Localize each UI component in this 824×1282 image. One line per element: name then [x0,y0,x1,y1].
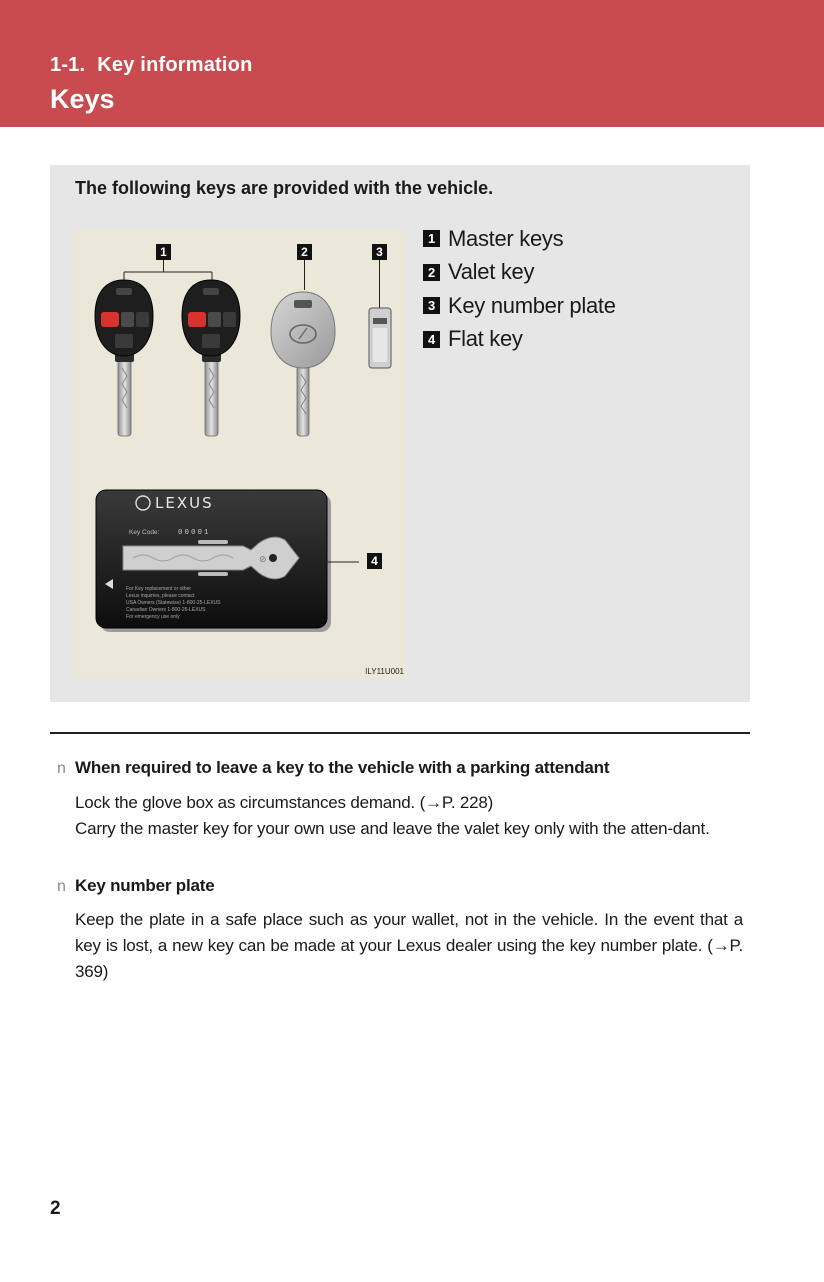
key-plate-card [96,490,331,632]
legend-number: 3 [423,297,440,314]
svg-text:For emergency use only: For emergency use only [126,614,180,620]
svg-text:1: 1 [160,245,167,259]
svg-text:00001: 00001 [178,529,211,537]
keys-drawing [73,228,406,678]
legend-number: 1 [423,230,440,247]
bullet-icon: n [57,878,66,895]
svg-text:Canadian Owners 1-800-: Canadian Owners 1-800-26-LEXUS [126,607,206,613]
legend-item [423,323,616,357]
figure-code: ILY11U001 [365,667,404,676]
page-title: Keys [50,84,115,114]
section-divider [50,732,750,734]
legend-number: 2 [423,264,440,281]
note-body-key-number-plate [75,907,743,985]
svg-text:LEXUS: LEXUS [155,494,214,512]
note-body-parking-attendant [75,790,743,842]
key-number-plate-tag [369,308,391,368]
intro-text: The following keys are provided with the vehicle. [75,178,494,198]
note-line: Keep the plate in a safe place such as your wallet, not in the vehicle. In the event that a key is lost, a new key can be made at your Lexus dealer using the key number plate. (→P. 369) [75,910,743,981]
master-key-right [182,280,240,436]
bullet-icon: n [57,760,66,777]
key-legend [423,222,616,356]
svg-text:3: 3 [376,245,383,259]
section-title: Key information [97,54,253,76]
valet-key [271,292,335,436]
chapter-header [0,0,824,127]
svg-text:Key Code:: Key Code: [129,529,160,536]
note-line: Lock the glove box as circumstances demand. (→P. 228) [75,793,494,812]
legend-label: Valet key [448,259,535,285]
legend-label: Master keys [448,225,564,251]
callout-2 [297,244,312,290]
legend-item [423,289,616,323]
legend-item [423,222,616,256]
svg-text:2: 2 [301,245,308,259]
svg-text:USA Owners (Statewise) 1-800-2: USA Owners (Statewise) 1-800-25-LEXUS [126,600,221,606]
note-line: Carry the master key for your own use and leave the valet key only with the atten-dant. [75,819,710,838]
svg-text:4: 4 [371,554,378,568]
legend-item [423,256,616,290]
master-key-left [95,280,153,436]
callout-1 [124,244,212,286]
svg-text:For Key replacement or other: For Key replacement or other [126,586,192,592]
callout-3 [372,244,387,308]
svg-text:Lexus inquiries, please contac: Lexus inquiries, please contact [126,593,195,599]
keys-illustration [73,228,406,678]
svg-text:⊘: ⊘ [259,555,267,565]
legend-label: Key number plate [448,292,616,318]
note-heading-key-number-plate: n Key number plate [57,876,215,895]
page-number: 2 [50,1198,61,1219]
legend-label: Flat key [448,326,523,352]
section-number: 1-1. [50,54,86,76]
section-heading [50,54,253,77]
legend-number: 4 [423,331,440,348]
note-heading-parking-attendant: n When required to leave a key to the vehicle with a parking attendant [57,758,610,777]
